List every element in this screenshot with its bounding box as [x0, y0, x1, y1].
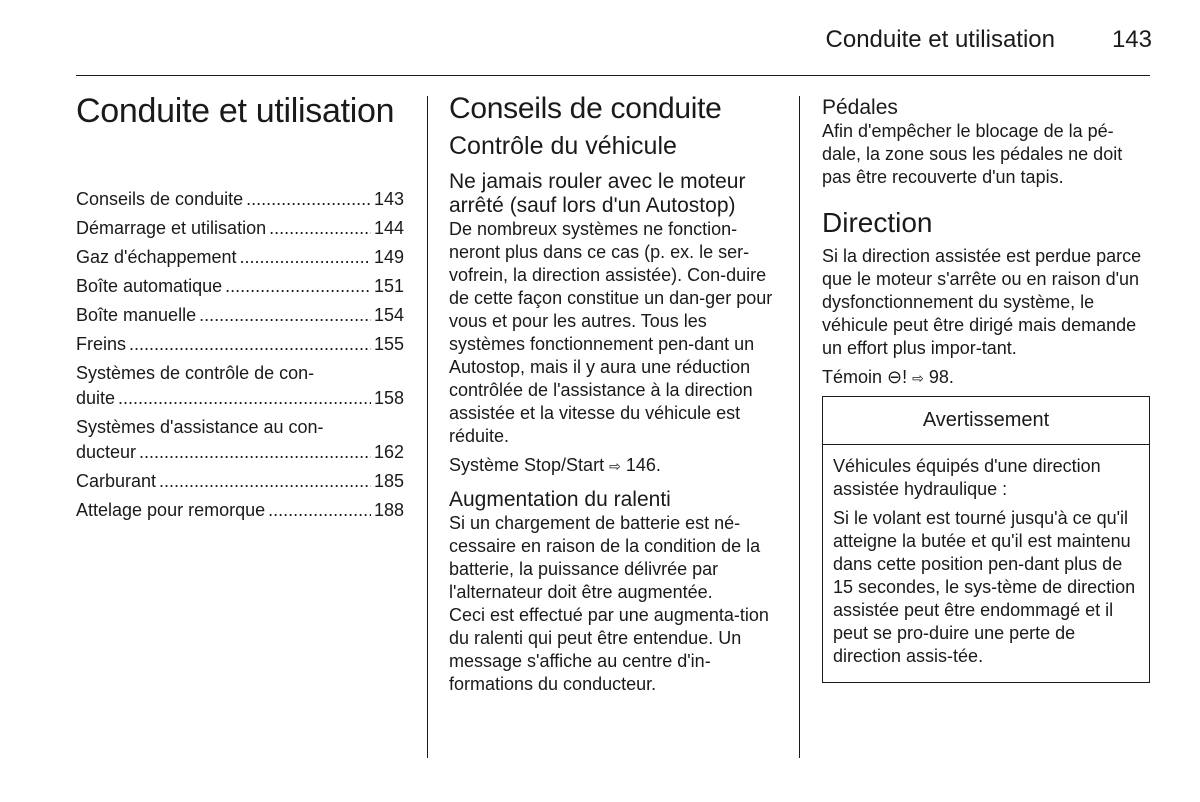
toc-leader-dots: [268, 498, 371, 523]
paragraph-pedales: Afin d'empêcher le blocage de la pé-dale, la zone sous les pédales ne doit pas être recouverte d'un tapis.: [822, 121, 1123, 187]
toc-entry[interactable]: [76, 303, 404, 328]
toc-row: [76, 469, 404, 494]
warning-title: Avertissement: [823, 397, 1149, 445]
column-divider-1: [427, 96, 428, 758]
toc-entry[interactable]: [76, 274, 404, 299]
toc-entry-label: Attelage pour remorque: [76, 500, 266, 520]
toc-page-number: 158: [373, 388, 404, 408]
running-header-title: Conduite et utilisation: [825, 26, 1055, 53]
toc-entry-label: Systèmes de contrôle de con-: [76, 363, 315, 383]
cross-reference-temoin[interactable]: [822, 366, 1152, 390]
cross-reference-page: 146.: [625, 455, 661, 475]
toc-row: [76, 303, 404, 328]
heading-moteur-arrete: Ne jamais rouler avec le moteur arrêté (sauf lors d'un Autostop): [449, 170, 746, 217]
toc-entry[interactable]: [76, 245, 404, 270]
toc-entry[interactable]: [76, 332, 404, 357]
toc-leader-dots: [225, 274, 371, 299]
table-of-contents: [76, 187, 404, 523]
toc-row: [76, 216, 404, 241]
toc-page-number: 143: [373, 189, 404, 209]
paragraph-moteur-arrete: De nombreux systèmes ne fonction-neront plus dans ce cas (p. ex. le ser-vofrein, la direction assistée). Con-duire de cette façon constitue un dan-ger pour vous et pour les autres. Tous les systèmes fonctionnement pen-dant un Autostop, mais il y aura une réduction contrôlée de l'assistance à la direction assistée et la vitesse du véhicule est réduite.: [449, 219, 773, 446]
toc-page-number: 188: [373, 500, 404, 520]
subsection-title: Contrôle du véhicule: [449, 132, 677, 160]
toc-entry[interactable]: [76, 187, 404, 212]
chapter-title: Conduite et utilisation: [76, 92, 395, 130]
toc-row: [76, 274, 404, 299]
warning-box: [822, 396, 1150, 683]
toc-page-number: 185: [373, 471, 404, 491]
paragraph-direction: Si la direction assistée est perdue parce que le moteur s'arrête ou en raison d'un dysfonctionnement du système, le véhicule peut être dirigé mais demande un effort plus impor-tant.: [822, 246, 1142, 358]
toc-leader-dots: [199, 303, 371, 328]
toc-leader-dots: [269, 216, 371, 241]
toc-row: [76, 245, 404, 270]
chapter-toc-column: [76, 92, 404, 527]
column-divider-2: [799, 96, 800, 758]
toc-entry-label: Gaz d'échappement: [76, 247, 237, 267]
toc-leader-dots: [129, 332, 371, 357]
toc-entry-label: Freins: [76, 334, 127, 354]
toc-row: [76, 440, 404, 465]
toc-entry-label: Boîte automatique: [76, 276, 223, 296]
toc-row: [76, 332, 404, 357]
heading-ralenti: Augmentation du ralenti: [449, 488, 671, 511]
toc-entry-label: Carburant: [76, 471, 157, 491]
toc-entry-label: duite: [76, 388, 116, 408]
section-title: Conseils de conduite: [449, 92, 722, 125]
header-rule: [76, 75, 1150, 76]
toc-page-number: 151: [373, 276, 404, 296]
arrow-right-icon: ⇨: [609, 458, 621, 474]
toc-entry[interactable]: [76, 498, 404, 523]
arrow-right-icon: ⇨: [912, 370, 924, 386]
warning-paragraph-2: Si le volant est tourné jusqu'à ce qu'il atteigne la butée et qu'il est maintenu dans cette position pen-dant plus de 15 secondes, le sys-tème de direction assistée peut être endommagé et il peut se pro-duire une perte de direction assis-tée.: [833, 508, 1136, 666]
toc-leader-dots: [118, 386, 371, 411]
toc-leader-dots: [159, 469, 371, 494]
toc-page-number: 144: [373, 218, 404, 238]
toc-entry[interactable]: [76, 469, 404, 494]
warning-paragraph-1: Véhicules équipés d'une direction assistée hydraulique :: [833, 456, 1101, 499]
toc-page-number: 154: [373, 305, 404, 325]
temoin-label: Témoin: [822, 367, 883, 387]
paragraph-ralenti-1: Si un chargement de batterie est né-cessaire en raison de la condition de la batterie, la puissance délivrée par l'alternateur doit être augmentée.: [449, 513, 761, 602]
toc-entry[interactable]: [76, 216, 404, 241]
content-column-2: [449, 92, 779, 702]
warning-body: [823, 445, 1149, 682]
content-column-3: [822, 96, 1152, 683]
heading-direction: Direction: [822, 207, 933, 238]
toc-entry-label: Conseils de conduite: [76, 189, 244, 209]
heading-pedales: Pédales: [822, 96, 898, 119]
cross-reference-stop-start[interactable]: [449, 454, 779, 478]
cross-reference-label: Système Stop/Start: [449, 455, 605, 475]
toc-entry-label: Démarrage et utilisation: [76, 218, 267, 238]
toc-page-number: 162: [373, 442, 404, 462]
toc-entry[interactable]: [76, 361, 404, 411]
toc-entry-label: Boîte manuelle: [76, 305, 197, 325]
toc-entry-label: Systèmes d'assistance au con-: [76, 417, 324, 437]
toc-row: [76, 187, 404, 212]
toc-leader-dots: [240, 245, 371, 270]
page-number: 143: [1111, 26, 1152, 53]
temoin-page: 98.: [928, 367, 954, 387]
toc-entry-label: ducteur: [76, 442, 137, 462]
paragraph-ralenti-2: Ceci est effectué par une augmenta-tion du ralenti qui peut être entendue. Un message s'affiche au centre d'in-formations du conducteur.: [449, 605, 769, 694]
toc-row: [76, 386, 404, 411]
toc-leader-dots: [246, 187, 371, 212]
steering-warning-icon: ⊖!: [887, 367, 908, 387]
toc-row: [76, 498, 404, 523]
toc-page-number: 149: [373, 247, 404, 267]
toc-leader-dots: [139, 440, 371, 465]
toc-page-number: 155: [373, 334, 404, 354]
toc-entry[interactable]: [76, 415, 404, 465]
